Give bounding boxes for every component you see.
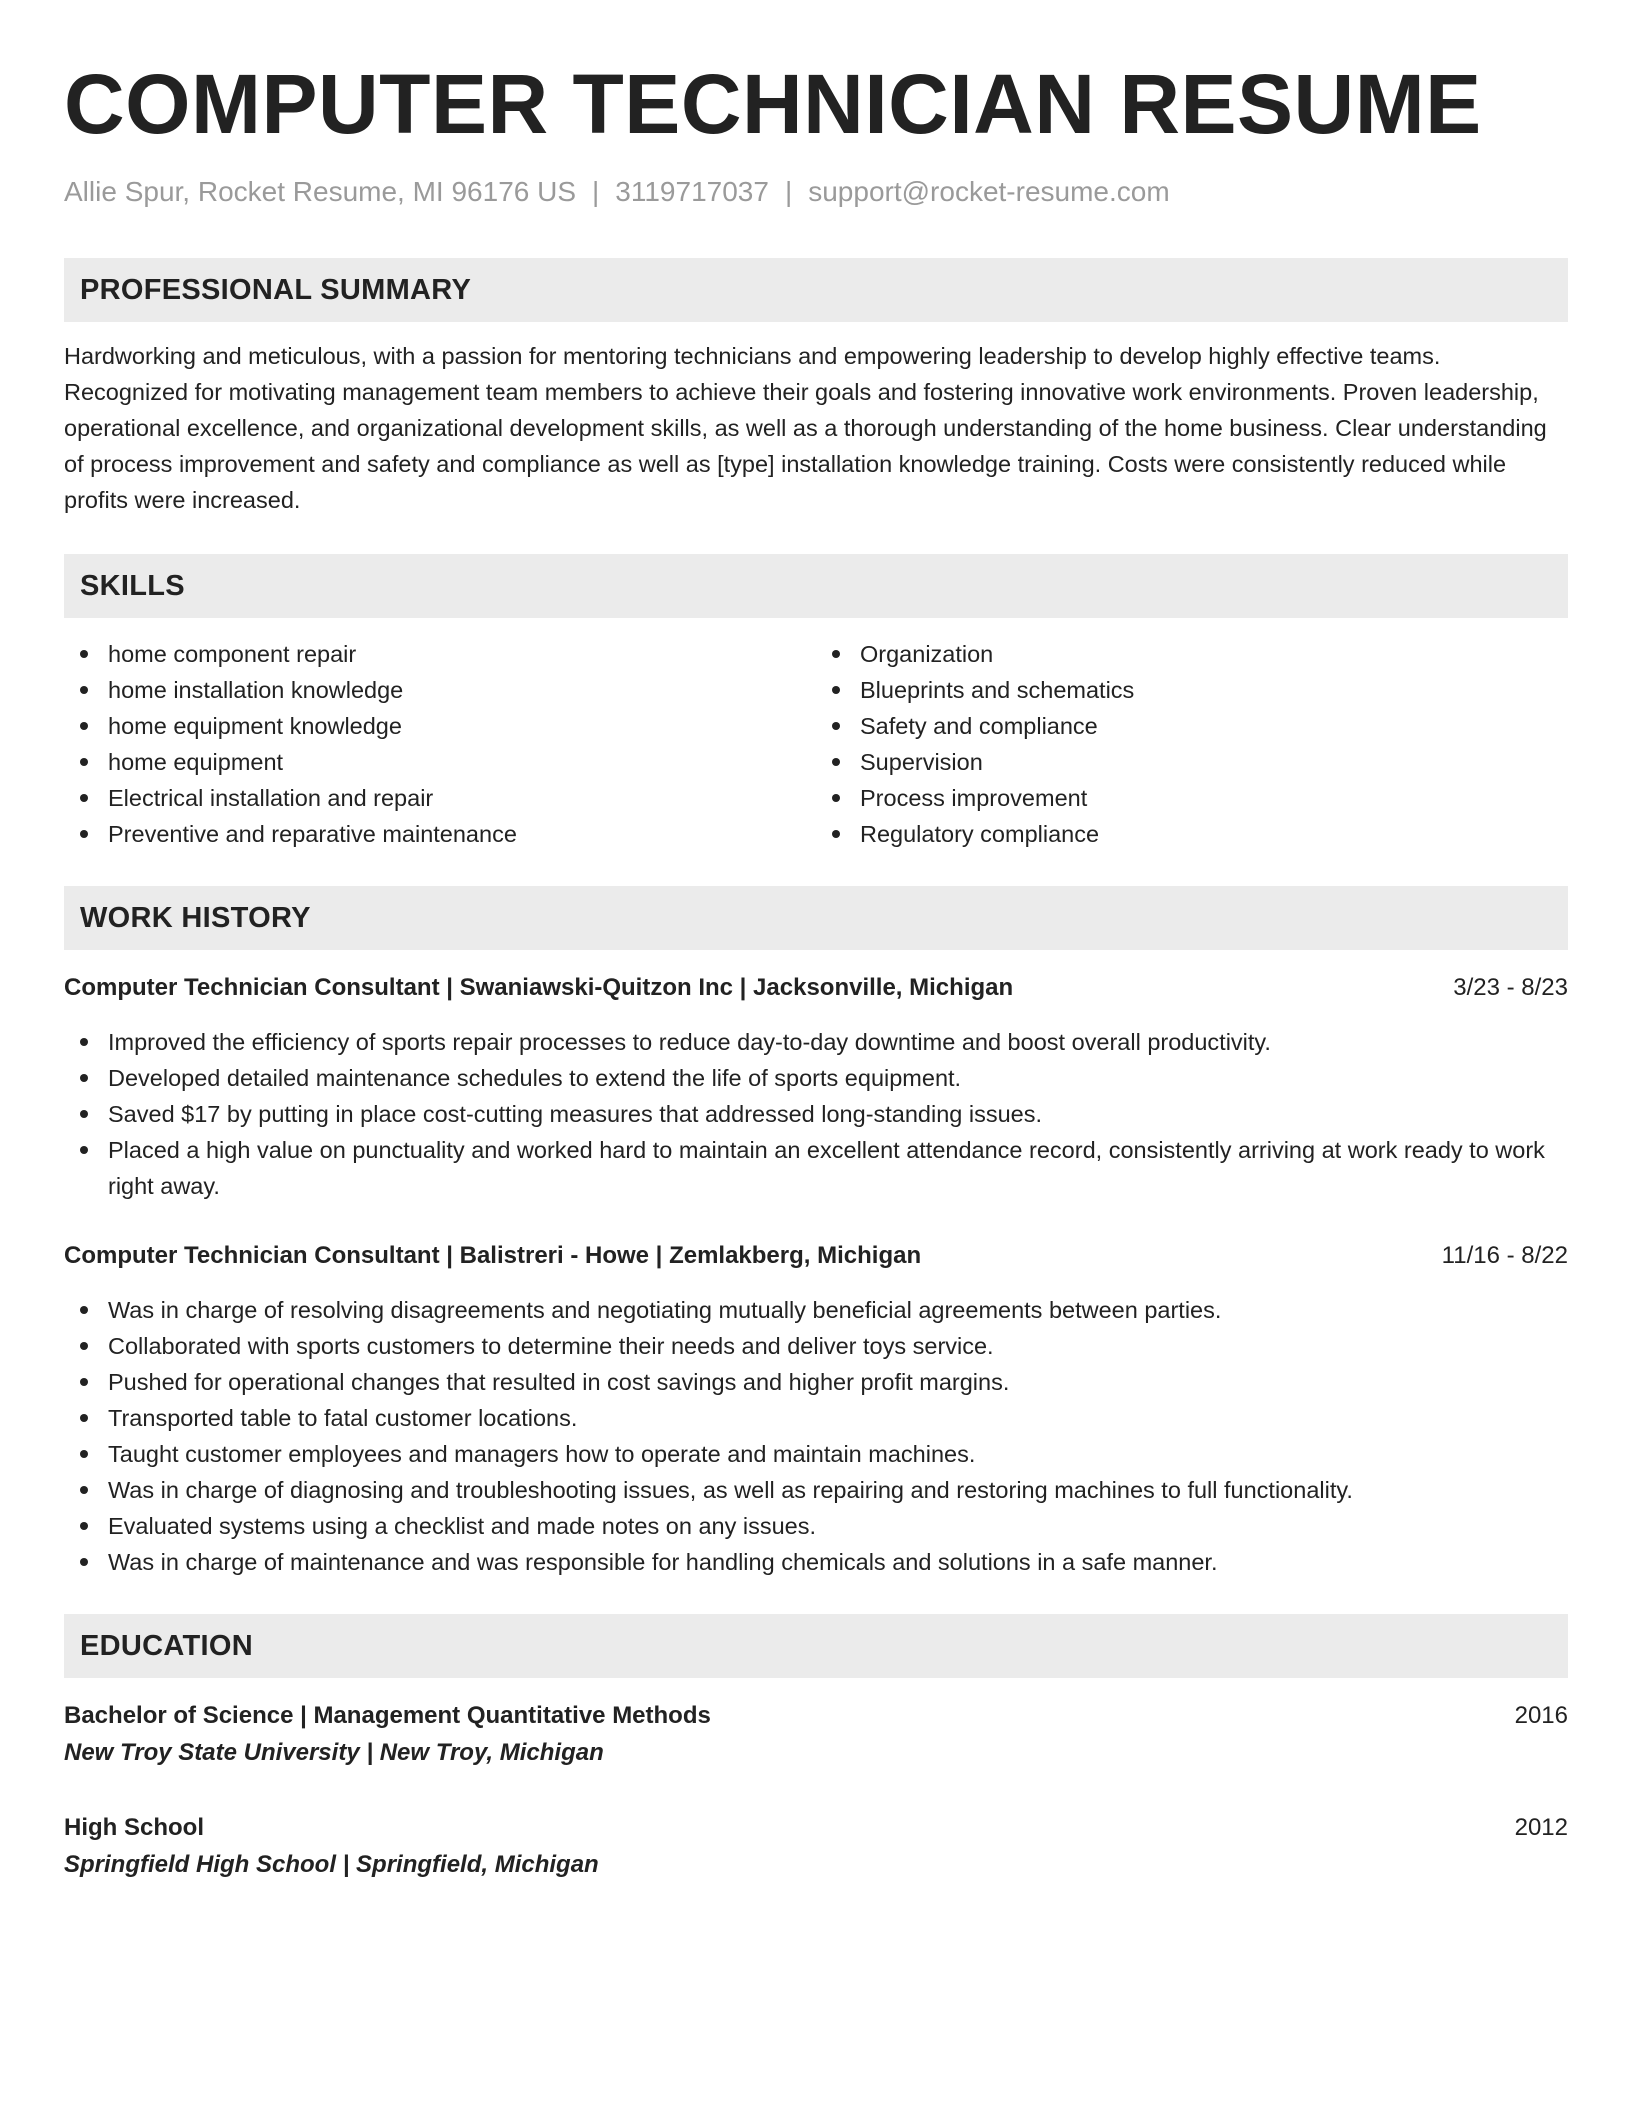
education-header <box>64 1698 1568 1734</box>
job-bullet: Improved the efficiency of sports repair processes to reduce day-to-day downtime and boost overall productivity. <box>64 1024 1568 1060</box>
skill-item: Electrical installation and repair <box>64 780 816 816</box>
job-bullet: Saved $17 by putting in place cost-cutting measures that addressed long-standing issues. <box>64 1096 1568 1132</box>
job-bullets <box>64 1292 1568 1580</box>
contact-line <box>64 174 1568 210</box>
job-bullet: Transported table to fatal customer locations. <box>64 1400 1568 1436</box>
job-bullet: Evaluated systems using a checklist and made notes on any issues. <box>64 1508 1568 1544</box>
education-year: 2016 <box>1514 1702 1568 1729</box>
skill-item: home installation knowledge <box>64 672 816 708</box>
skill-item: home component repair <box>64 636 816 672</box>
section-heading-summary: PROFESSIONAL SUMMARY <box>64 258 1568 322</box>
contact-email: support@rocket-resume.com <box>808 176 1170 207</box>
skills-column-right <box>816 636 1568 852</box>
job-bullet: Developed detailed maintenance schedules to extend the life of sports equipment. <box>64 1060 1568 1096</box>
job-bullet: Taught customer employees and managers how to operate and maintain machines. <box>64 1436 1568 1472</box>
skill-item: Organization <box>816 636 1568 672</box>
section-heading-education: EDUCATION <box>64 1614 1568 1678</box>
job-title: Computer Technician Consultant | Balistreri - Howe | Zemlakberg, Michigan <box>64 1242 922 1269</box>
education-entry <box>64 1810 1568 1884</box>
summary-text: Hardworking and meticulous, with a passion for mentoring technicians and empowering leadership to develop highly effective teams. Recognized for motivating management team members to achieve their goals and fostering innovative work environments. Proven leadership, operational excellence, and organizational development skills, as well as a thorough understanding of the home business. Clear understanding of process improvement and safety and compliance as well as [type] installation knowledge training. Costs were consistently reduced while profits were increased. <box>64 343 1547 513</box>
skill-item: Preventive and reparative maintenance <box>64 816 816 852</box>
job-bullet: Was in charge of diagnosing and troubleshooting issues, as well as repairing and restoring machines to full functionality. <box>64 1472 1568 1508</box>
resume-title: COMPUTER TECHNICIAN RESUME <box>64 57 1482 151</box>
skill-item: Safety and compliance <box>816 708 1568 744</box>
skill-item: home equipment knowledge <box>64 708 816 744</box>
education-year: 2012 <box>1514 1814 1568 1841</box>
section-heading-work-history: WORK HISTORY <box>64 886 1568 950</box>
skill-item: Process improvement <box>816 780 1568 816</box>
education-school: New Troy State University | New Troy, Michigan <box>64 1739 604 1766</box>
contact-address: Allie Spur, Rocket Resume, MI 96176 US <box>64 176 577 207</box>
education-school: Springfield High School | Springfield, Michigan <box>64 1851 599 1878</box>
job-bullet: Placed a high value on punctuality and worked hard to maintain an excellent attendance record, consistently arriving at work ready to work right away. <box>64 1132 1568 1204</box>
skill-item: Supervision <box>816 744 1568 780</box>
contact-separator: | <box>592 176 600 207</box>
job-header <box>64 970 1568 1006</box>
education-header <box>64 1810 1568 1846</box>
job-dates: 11/16 - 8/22 <box>1441 1242 1568 1269</box>
job-entry <box>64 970 1568 1204</box>
job-entry <box>64 1238 1568 1580</box>
job-title: Computer Technician Consultant | Swaniawski-Quitzon Inc | Jacksonville, Michigan <box>64 974 1014 1001</box>
education-degree: High School <box>64 1814 204 1841</box>
job-bullet: Pushed for operational changes that resulted in cost savings and higher profit margins. <box>64 1364 1568 1400</box>
contact-separator: | <box>784 176 793 207</box>
job-bullets <box>64 1024 1568 1204</box>
skills-column-left <box>64 636 816 852</box>
education-degree: Bachelor of Science | Management Quantitative Methods <box>64 1702 711 1729</box>
job-bullet: Was in charge of maintenance and was responsible for handling chemicals and solutions in a safe manner. <box>64 1544 1568 1580</box>
skill-item: home equipment <box>64 744 816 780</box>
job-header <box>64 1238 1568 1274</box>
job-dates: 3/23 - 8/23 <box>1453 974 1568 1001</box>
job-bullet: Was in charge of resolving disagreements and negotiating mutually beneficial agreements between parties. <box>64 1292 1568 1328</box>
skills-grid <box>64 636 1568 852</box>
section-heading-skills: SKILLS <box>64 554 1568 618</box>
contact-phone: 3119717037 <box>615 176 769 207</box>
skill-item: Blueprints and schematics <box>816 672 1568 708</box>
skill-item: Regulatory compliance <box>816 816 1568 852</box>
job-bullet: Collaborated with sports customers to determine their needs and deliver toys service. <box>64 1328 1568 1364</box>
education-entry <box>64 1698 1568 1772</box>
